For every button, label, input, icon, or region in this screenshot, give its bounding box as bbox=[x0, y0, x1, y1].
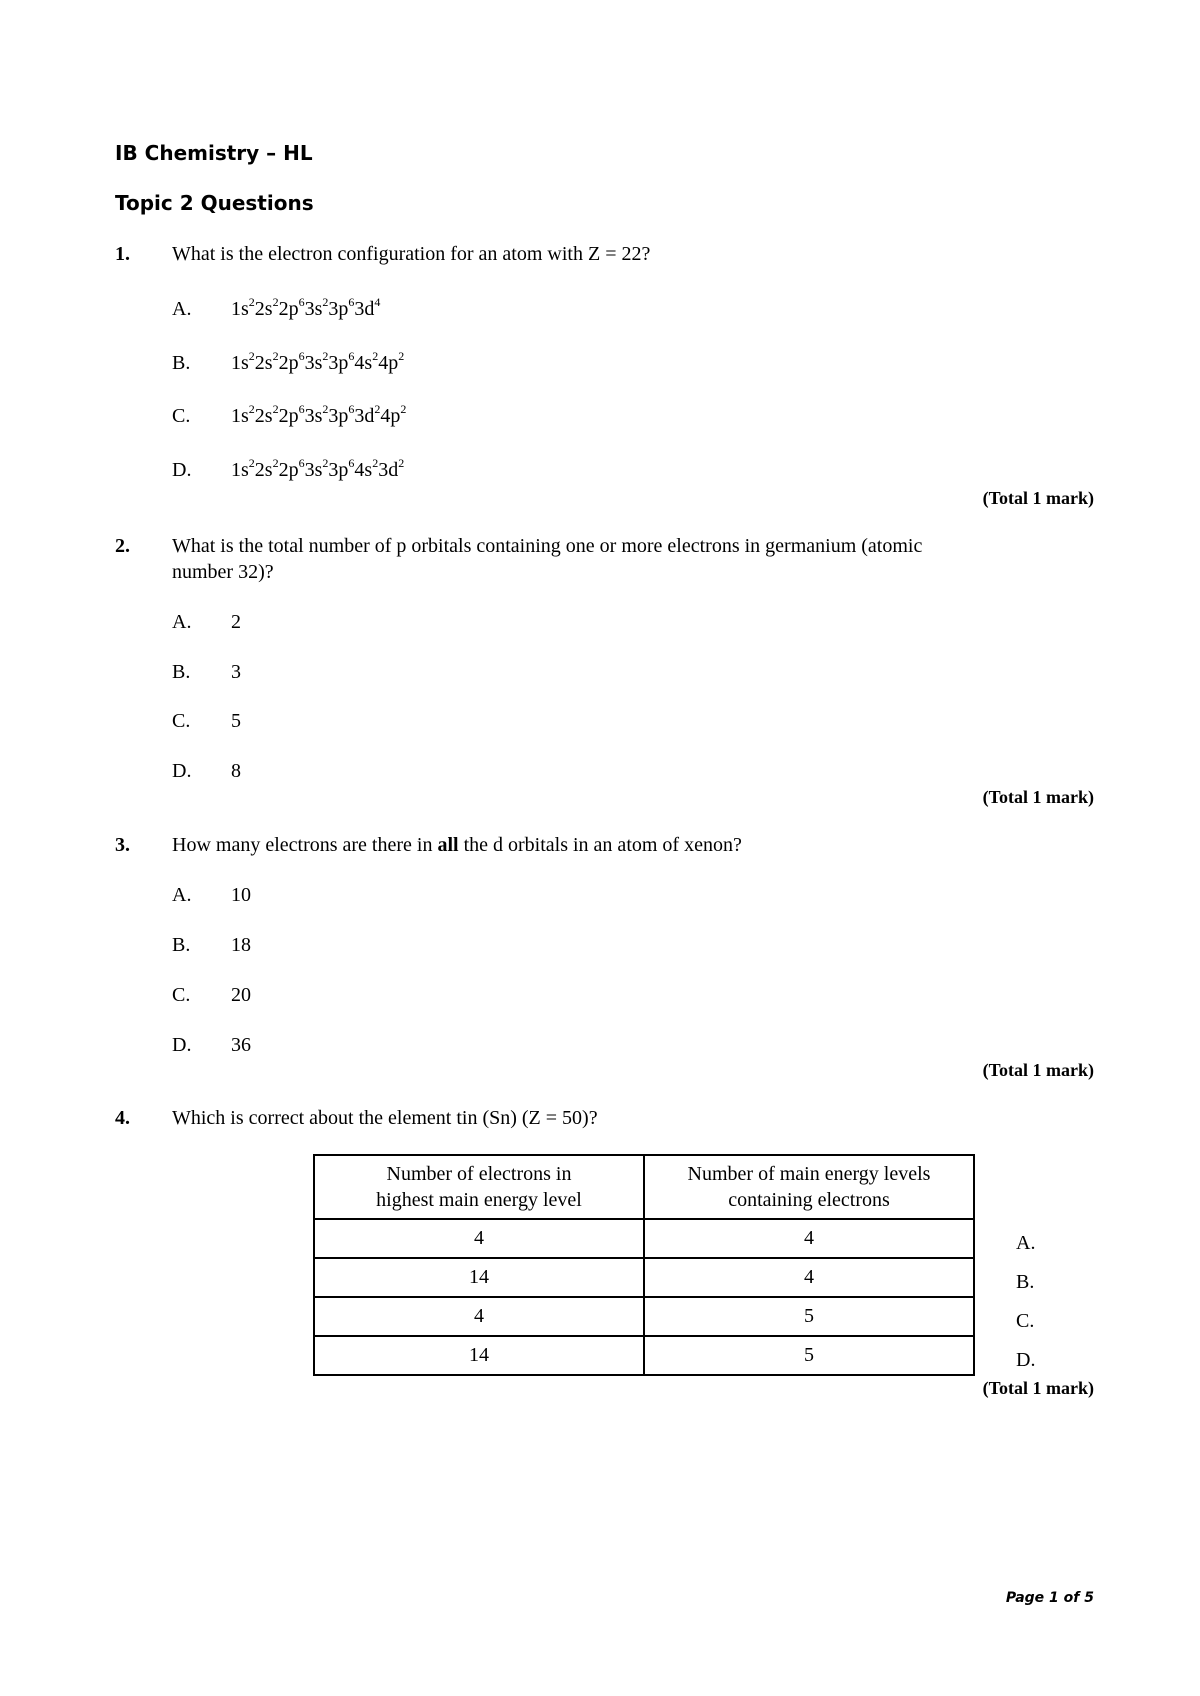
question-text-line-2: number 32)? bbox=[172, 561, 274, 583]
topic-title: Topic 2 Questions bbox=[115, 191, 314, 215]
header-line: highest main energy level bbox=[376, 1189, 582, 1211]
orbital-term: 2p bbox=[278, 459, 299, 481]
orbital-term: 3d bbox=[354, 298, 375, 320]
orbital-term: 3p bbox=[328, 459, 349, 481]
electron-count: 2 bbox=[398, 456, 405, 470]
option-formula bbox=[231, 295, 381, 321]
option-value: 20 bbox=[231, 984, 251, 1006]
orbital-term: 2s bbox=[254, 352, 273, 374]
row-letter: B. bbox=[1016, 1271, 1035, 1293]
option-letter: C. bbox=[172, 984, 191, 1006]
orbital-term: 3d bbox=[378, 459, 399, 481]
total-marks: (Total 1 mark) bbox=[982, 787, 1094, 807]
electron-count: 2 bbox=[322, 402, 329, 416]
orbital-term: 4s bbox=[354, 352, 373, 374]
orbital-term: 1s bbox=[231, 352, 249, 374]
orbital-term: 3d bbox=[354, 405, 375, 427]
option-letter: A. bbox=[172, 884, 192, 906]
header-line: Number of electrons in bbox=[386, 1163, 572, 1185]
question-number: 2. bbox=[115, 535, 130, 557]
total-marks: (Total 1 mark) bbox=[982, 488, 1094, 508]
electron-count: 2 bbox=[372, 456, 379, 470]
orbital-term: 4p bbox=[380, 405, 401, 427]
electron-count: 2 bbox=[400, 402, 407, 416]
orbital-term: 2s bbox=[254, 405, 273, 427]
header-line: containing electrons bbox=[728, 1189, 890, 1211]
question-text-emphasis: all bbox=[437, 834, 459, 856]
question-text: Which is correct about the element tin (Sn) (Z = 50)? bbox=[172, 1107, 598, 1129]
row-letter: D. bbox=[1016, 1349, 1036, 1371]
orbital-term: 2s bbox=[254, 298, 273, 320]
orbital-term: 3s bbox=[304, 298, 323, 320]
option-letter: B. bbox=[172, 934, 191, 956]
row-letter: A. bbox=[1016, 1232, 1036, 1254]
electron-count: 2 bbox=[374, 402, 381, 416]
option-letter: C. bbox=[172, 710, 191, 732]
orbital-term: 2p bbox=[278, 352, 299, 374]
electron-count: 2 bbox=[248, 456, 255, 470]
table-cell: 4 bbox=[644, 1258, 974, 1297]
table-cell: 14 bbox=[314, 1336, 644, 1375]
orbital-term: 3s bbox=[304, 405, 323, 427]
option-letter: B. bbox=[172, 661, 191, 683]
orbital-term: 3s bbox=[304, 459, 323, 481]
option-letter: A. bbox=[172, 298, 192, 320]
electron-count: 2 bbox=[248, 295, 255, 309]
electron-count: 6 bbox=[298, 402, 305, 416]
electron-count: 6 bbox=[298, 456, 305, 470]
option-value: 36 bbox=[231, 1034, 251, 1056]
electron-count: 6 bbox=[348, 456, 355, 470]
electron-count: 2 bbox=[272, 349, 279, 363]
option-value: 18 bbox=[231, 934, 251, 956]
orbital-term: 1s bbox=[231, 459, 249, 481]
option-letter: A. bbox=[172, 611, 192, 633]
electron-count: 2 bbox=[272, 402, 279, 416]
option-letter: C. bbox=[172, 405, 191, 427]
header-line: Number of main energy levels bbox=[687, 1163, 931, 1185]
orbital-term: 3p bbox=[328, 352, 349, 374]
electron-count: 2 bbox=[398, 349, 405, 363]
row-letter: C. bbox=[1016, 1310, 1035, 1332]
orbital-term: 3p bbox=[328, 298, 349, 320]
orbital-term: 2p bbox=[278, 405, 299, 427]
electron-count: 2 bbox=[322, 456, 329, 470]
question-text-start: How many electrons are there in bbox=[172, 834, 438, 856]
orbital-term: 1s bbox=[231, 405, 249, 427]
electron-count: 6 bbox=[298, 349, 305, 363]
table-header-cell bbox=[644, 1155, 974, 1219]
course-title: IB Chemistry – HL bbox=[115, 141, 313, 165]
question-text bbox=[172, 834, 742, 857]
question-text-end: the d orbitals in an atom of xenon? bbox=[458, 834, 742, 856]
orbital-term: 4p bbox=[378, 352, 399, 374]
question-number: 4. bbox=[115, 1107, 130, 1129]
option-letter: D. bbox=[172, 459, 192, 481]
electron-count: 2 bbox=[322, 349, 329, 363]
electron-count: 2 bbox=[372, 349, 379, 363]
electron-count: 2 bbox=[272, 456, 279, 470]
table-cell: 4 bbox=[314, 1297, 644, 1336]
option-letter: D. bbox=[172, 1034, 192, 1056]
option-formula bbox=[231, 349, 405, 375]
total-marks: (Total 1 mark) bbox=[982, 1378, 1094, 1398]
table-cell: 5 bbox=[644, 1336, 974, 1375]
table-row bbox=[314, 1258, 974, 1297]
table-row bbox=[314, 1336, 974, 1375]
orbital-term: 3s bbox=[304, 352, 323, 374]
electron-count: 2 bbox=[248, 349, 255, 363]
option-formula bbox=[231, 402, 407, 428]
orbital-term: 4s bbox=[354, 459, 373, 481]
table-cell: 4 bbox=[314, 1219, 644, 1258]
option-value: 10 bbox=[231, 884, 251, 906]
option-value: 3 bbox=[231, 661, 241, 683]
option-letter: B. bbox=[172, 352, 191, 374]
answer-table bbox=[313, 1154, 975, 1376]
table-cell: 4 bbox=[644, 1219, 974, 1258]
question-number: 1. bbox=[115, 243, 130, 265]
total-marks: (Total 1 mark) bbox=[982, 1060, 1094, 1080]
orbital-term: 2p bbox=[278, 298, 299, 320]
electron-count: 6 bbox=[348, 295, 355, 309]
orbital-term: 3p bbox=[328, 405, 349, 427]
option-formula bbox=[231, 456, 405, 482]
option-value: 8 bbox=[231, 760, 241, 782]
table-header-row bbox=[314, 1155, 974, 1219]
electron-count: 6 bbox=[348, 349, 355, 363]
table-row bbox=[314, 1219, 974, 1258]
orbital-term: 2s bbox=[254, 459, 273, 481]
option-value: 5 bbox=[231, 710, 241, 732]
electron-count: 2 bbox=[248, 402, 255, 416]
electron-count: 4 bbox=[374, 295, 381, 309]
electron-count: 6 bbox=[348, 402, 355, 416]
table-header-cell bbox=[314, 1155, 644, 1219]
question-text: What is the electron configuration for an atom with Z = 22? bbox=[172, 243, 651, 265]
option-letter: D. bbox=[172, 760, 192, 782]
electron-count: 2 bbox=[322, 295, 329, 309]
orbital-term: 1s bbox=[231, 298, 249, 320]
question-number: 3. bbox=[115, 834, 130, 856]
table-cell: 14 bbox=[314, 1258, 644, 1297]
electron-count: 6 bbox=[298, 295, 305, 309]
option-value: 2 bbox=[231, 611, 241, 633]
question-text-line-1: What is the total number of p orbitals containing one or more electrons in germanium (atomic bbox=[172, 535, 923, 557]
electron-count: 2 bbox=[272, 295, 279, 309]
table-row bbox=[314, 1297, 974, 1336]
table-cell: 5 bbox=[644, 1297, 974, 1336]
page-number: Page 1 of 5 bbox=[1005, 1590, 1094, 1606]
